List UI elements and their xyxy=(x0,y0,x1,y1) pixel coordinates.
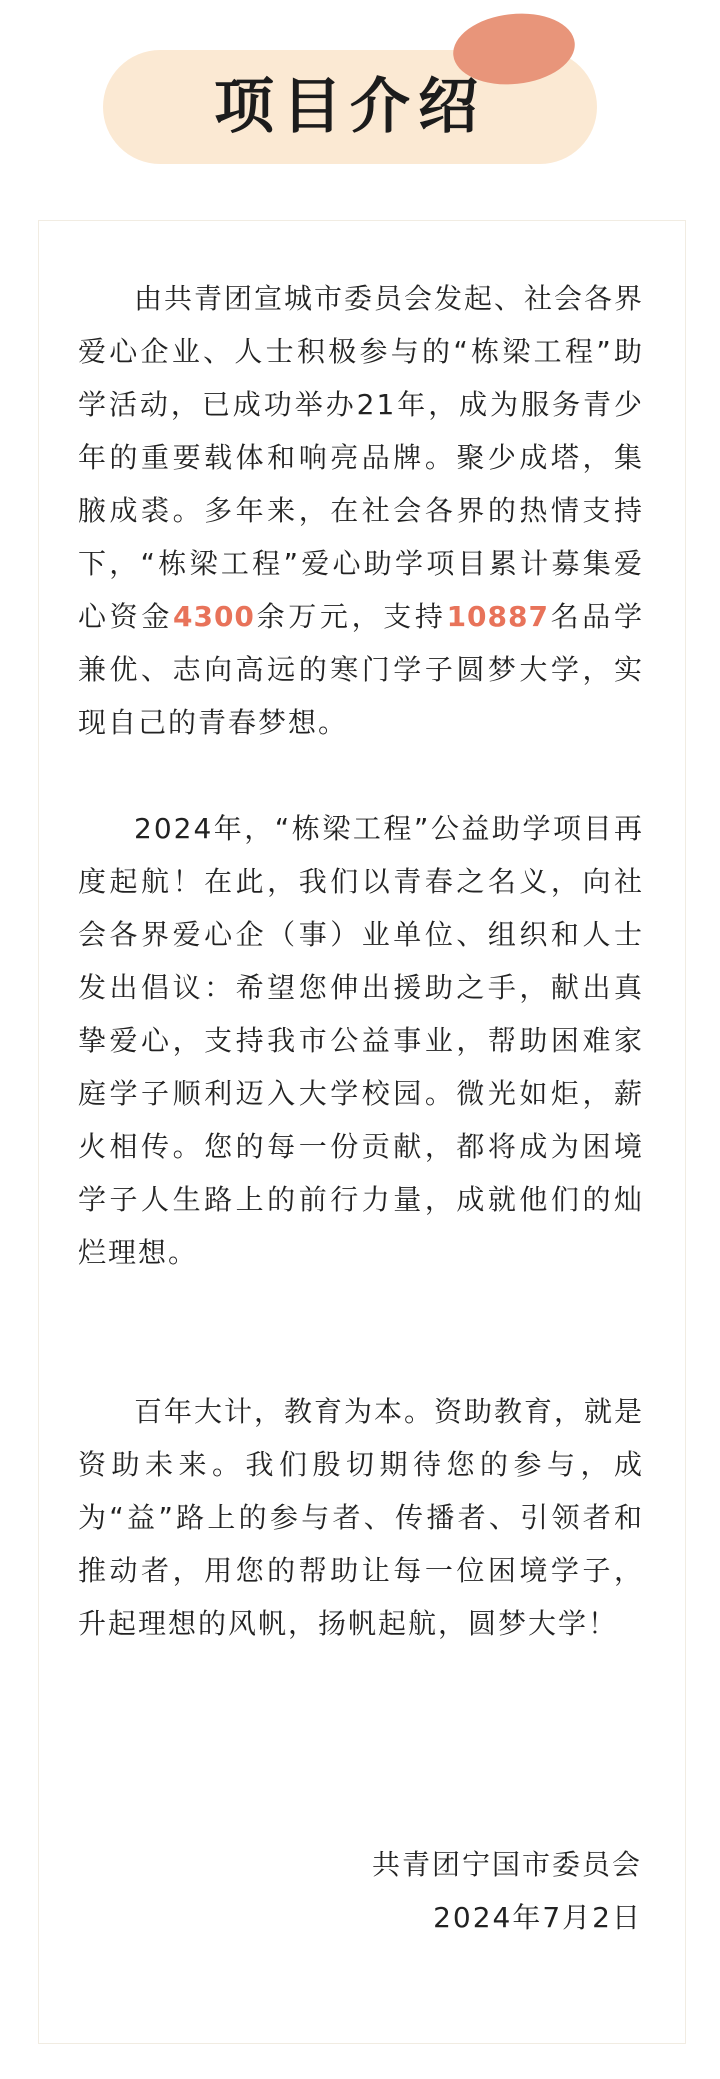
students-count: 10887 xyxy=(446,600,549,633)
paragraph-intro-text-b: 余万元，支持 xyxy=(254,600,447,633)
paragraph-intro xyxy=(78,272,644,749)
paragraph-intro-text-c: 名品学兼优、志向高远的寒门学子圆梦大学，实现自己的青春梦想。 xyxy=(78,600,644,739)
paragraph-appeal: 2024年，“栋梁工程”公益助学项目再度起航！在此，我们以青春之名义，向社会各界爱心企（事）业单位、组织和人士发出倡议：希望您伸出援助之手，献出真挚爱心，支持我市公益事业，帮助困难家庭学子顺利迈入大学校园。微光如炬，薪火相传。您的每一份贡献，都将成为困境学子人生路上的前行力量，成就他们的灿烂理想。 xyxy=(78,812,644,1269)
paragraph-closing: 百年大计，教育为本。资助教育，就是资助未来。我们殷切期待您的参与，成为“益”路上的参与者、传播者、引领者和推动者，用您的帮助让每一位困境学子，升起理想的风帆，扬帆起航，圆梦大学！ xyxy=(78,1395,645,1640)
article-body xyxy=(78,272,644,1650)
paragraph-intro-text-a: 由共青团宣城市委员会发起、社会各界爱心企业、人士积极参与的“栋梁工程”助学活动，已成功举办21年，成为服务青少年的重要载体和响亮品牌。聚少成塔，集腋成裘。多年来，在社会各界的热情支持下，“栋梁工程”爱心助学项目累计募集爱心资金 xyxy=(78,282,645,633)
page-title: 项目介绍 xyxy=(214,72,486,142)
funds-amount: 4300 xyxy=(172,600,255,633)
header-banner xyxy=(0,0,720,200)
signature-block xyxy=(372,1838,642,1944)
signature-date: 2024年7月2日 xyxy=(433,1901,642,1934)
signature-org: 共青团宁国市委员会 xyxy=(371,1848,642,1881)
